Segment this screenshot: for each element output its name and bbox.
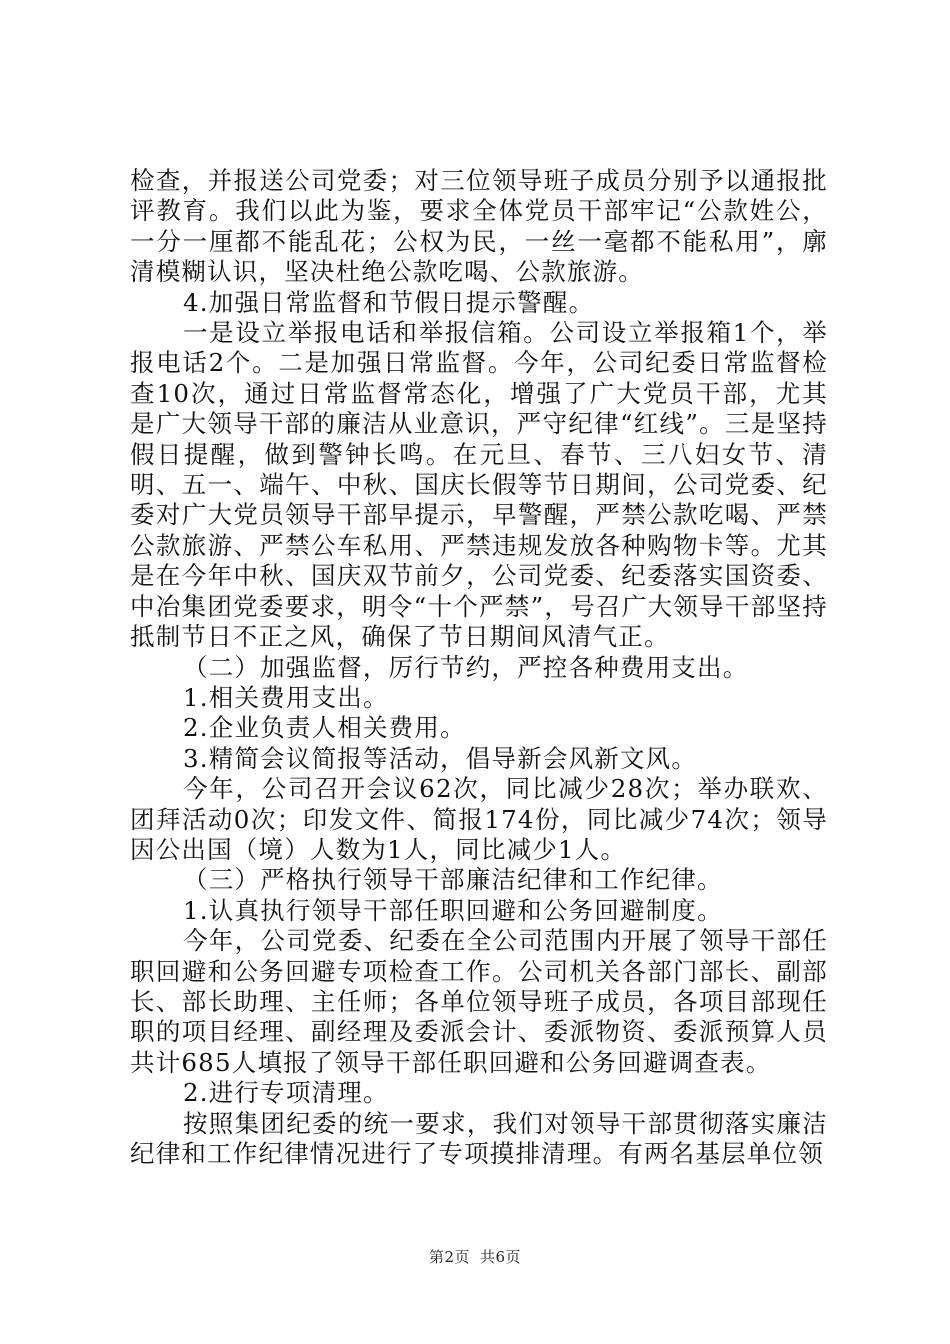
section-heading: 4.加强日常监督和节假日提示警醒。 — [183, 287, 595, 317]
document-body — [130, 166, 828, 1169]
section-heading: 2.进行专项清理。 — [183, 1078, 389, 1108]
section-heading: 1.相关费用支出。 — [183, 682, 389, 712]
body-paragraph: 一是设立举报电话和举报信箱。公司设立举报箱1个，举报电话2个。二是加强日常监督。今年，公司纪委日常监督检查10次，通过日常监督常态化，增强了广大党员干部，尤其是广大领导干部的廉洁从业意识，严守纪律“红线”。三是坚持假日提醒，做到警钟长鸣。在元旦、春节、三八妇女节、清明、五一、端午、中秋、国庆长假等节日期间，公司党委、纪委对广大党员领导干部早提示，早警醒，严禁公款吃喝、严禁公款旅游、严禁公车私用、严禁违规发放各种购物卡等。尤其是在今年中秋、国庆双节前夕，公司党委、纪委落实国资委、中冶集团党委要求，明令“十个严禁”，号召广大领导干部坚持抵制节日不正之风，确保了节日期间风清气正。 — [130, 318, 828, 652]
section-heading: 2.企业负责人相关费用。 — [183, 713, 466, 743]
section-heading: 1.认真执行领导干部任职回避和公务回避制度。 — [183, 895, 723, 925]
body-paragraph: 检查，并报送公司党委；对三位领导班子成员分别予以通报批评教育。我们以此为鉴，要求全体党员干部牢记“公款姓公，一分一厘都不能乱花；公权为民，一丝一毫都不能私用”，廓清模糊认识，坚决杜绝公款吃喝、公款旅游。 — [130, 166, 828, 287]
page-number: 第2页 — [428, 1248, 470, 1266]
body-paragraph: 今年，公司党委、纪委在全公司范围内开展了领导干部任职回避和公务回避专项检查工作。公司机关各部门部长、副部长、部长助理、主任师；各单位领导班子成员，各项目部现任职的项目经理、副经理及委派会计、委派物资、委派预算人员共计685人填报了领导干部任职回避和公务回避调查表。 — [130, 926, 828, 1077]
body-paragraph: 今年，公司召开会议62次，同比减少28次；举办联欢、团拜活动0次；印发文件、简报174份，同比减少74次；领导因公出国（境）人数为1人，同比减少1人。 — [130, 774, 828, 864]
section-heading: （二）加强监督，厉行节约，严控各种费用支出。 — [183, 652, 749, 682]
section-heading: 3.精简会议简报等活动，倡导新会风新文风。 — [183, 743, 698, 773]
body-paragraph: 按照集团纪委的统一要求，我们对领导干部贯彻落实廉洁纪律和工作纪律情况进行了专项摸排清理。有两名基层单位领 — [130, 1108, 828, 1168]
page-footer — [0, 1246, 950, 1267]
page-total: 共6页 — [480, 1248, 522, 1266]
section-heading: （三）严格执行领导干部廉洁纪律和工作纪律。 — [183, 865, 723, 895]
